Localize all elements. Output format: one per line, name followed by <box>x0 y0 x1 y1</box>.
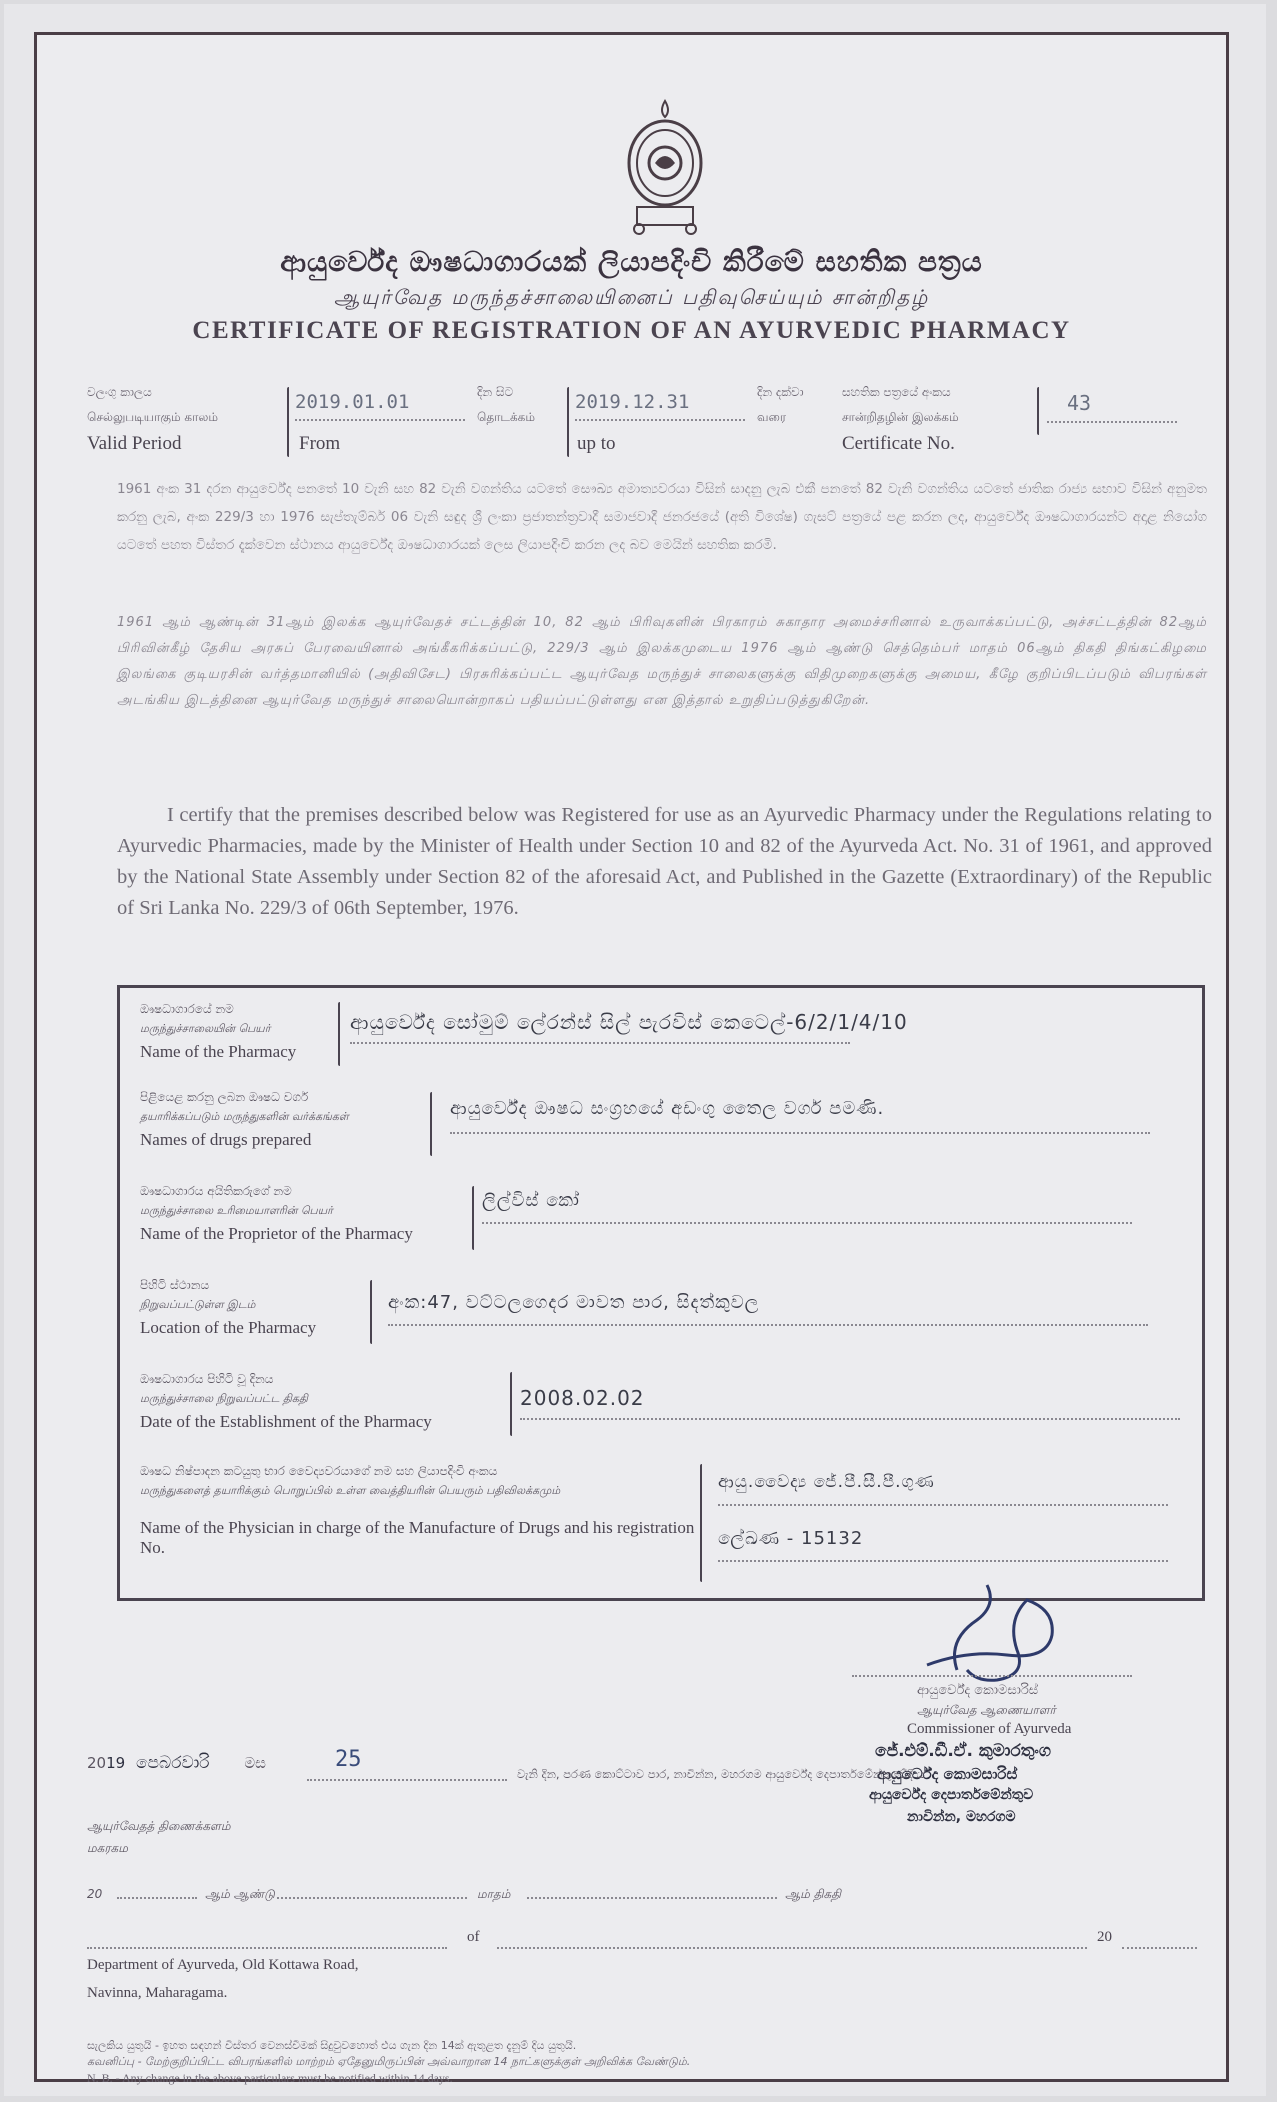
dotted-line <box>388 1324 1148 1326</box>
department-name: ආයුර්වේද දෙපාර්තමේන්තුව <box>869 1787 1034 1803</box>
dotted-line <box>1047 421 1177 423</box>
brace <box>1037 387 1039 435</box>
commissioner-title: ආයුර්වේද කොමසාරිස් <box>877 1765 1018 1783</box>
stamp-title-en: Commissioner of Ayurveda <box>907 1721 1072 1737</box>
proprietor-name-label: Name of the Proprietor of the Pharmacy <box>140 1224 413 1243</box>
dotted-line <box>350 1042 850 1044</box>
brace <box>430 1092 432 1156</box>
brace <box>567 387 569 457</box>
cert-no-value: 43 <box>1067 391 1092 415</box>
tamil-month-label: மாதம் <box>477 1887 511 1901</box>
from-label: From <box>299 433 341 454</box>
cert-no-label-ta: சான்றிதழின் இலக்கம் <box>842 410 959 424</box>
national-emblem-icon <box>619 97 711 237</box>
dotted-line <box>117 1897 197 1899</box>
valid-period-label-ta: செல்லுபடியாகும் காலம் <box>87 410 218 424</box>
valid-period-label: Valid Period <box>87 433 182 454</box>
brace <box>287 387 289 457</box>
department-address-2: Navinna, Maharagama. <box>87 1985 228 2001</box>
field-label-si: ඖෂධාගාරයේ නම <box>140 1002 234 1016</box>
valid-period-label-si: වලංගු කාලය <box>87 385 152 399</box>
tamil-year-label: ஆம் ஆண்டு <box>205 1887 275 1901</box>
tamil-day-label: ஆம் திகதி <box>785 1887 841 1901</box>
field-label-ta: தயாரிக்கப்படும் மருந்துகளின் வர்க்கங்கள் <box>140 1110 349 1123</box>
tamil-year-prefix: 20 <box>87 1887 103 1901</box>
field-label-si: ඖෂධාගාරය අයිතිකරුගේ නම <box>140 1184 292 1198</box>
brace <box>370 1280 372 1344</box>
note-english: N. B. - Any change in the above particulars must be notified within 14 days. <box>87 2071 453 2085</box>
field-label-ta: மருந்துச்சாலை உரிமையாளரின் பெயர் <box>140 1204 333 1217</box>
note-sinhala: සැලකිය යුතුයි - ඉහත සඳහන් විස්තර වෙනස්වීමක් සිදුවුවහොත් එය ගැන දින 14ක් ඇතුළත දැනුම් දිය යුතුයි. <box>87 2039 577 2052</box>
day-value: 25 <box>335 1747 362 1772</box>
upto-label-ta: வரை <box>757 410 787 424</box>
brace <box>700 1464 702 1582</box>
location-label: Location of the Pharmacy <box>140 1318 317 1337</box>
dotted-line <box>575 419 745 421</box>
dotted-line <box>520 1418 1180 1420</box>
establishment-date-label: Date of the Establishment of the Pharmacy <box>140 1412 432 1431</box>
dotted-line <box>527 1897 777 1899</box>
field-label-ta: மருந்துச்சாலை நிறுவப்பட்ட திகதி <box>140 1392 308 1405</box>
dotted-line <box>718 1504 1168 1506</box>
certificate-border <box>34 32 1229 2085</box>
dotted-line <box>277 1897 467 1899</box>
year-prefix: 20 <box>87 1754 107 1772</box>
department-location: නාවින්න, මහරගම <box>907 1809 1016 1825</box>
establishment-date-value: 2008.02.02 <box>520 1386 645 1410</box>
cert-no-label-si: සහතික පත්‍රයේ අංකය <box>842 385 951 399</box>
dotted-line <box>852 1675 1132 1677</box>
dotted-line <box>87 1947 447 1949</box>
field-label-ta: நிறுவப்பட்டுள்ள இடம் <box>140 1298 256 1311</box>
pharmacy-name-value: ආයුර්වේද සෝමුම් ලේරන්ස් සිල් පැරවිස් කෙටෙල්-6/2/1/4/10 <box>350 1010 908 1034</box>
valid-from-value: 2019.01.01 <box>295 391 410 413</box>
field-label-si: පිළියෙළ කරනු ලබන ඖෂධ වර්ග <box>140 1090 309 1104</box>
stamp-title-si: ආයුර්වේද කොමසාරිස් <box>917 1683 1039 1698</box>
upto-label-si: දින දක්වා <box>757 385 804 399</box>
dotted-line <box>307 1779 507 1781</box>
dotted-line <box>482 1222 1132 1224</box>
stamp-title-ta: ஆயுர்வேத ஆணையாளர் <box>917 1703 1056 1717</box>
statement-english: I certify that the premises described below was Registered for use as an Ayurvedic Pharmacy under the Regulations relating to Ayurvedic Pharmacies, made by the Minister of Health under Section 10 and 82 of the Ayurveda Act. No. 31 of 1961, and approved by the National State Assembly under Section 82 of the aforesaid Act, and Published in the Gazette (Extraordinary) of the Republic of Sri Lanka No. 229/3 of 06th September, 1976. <box>117 804 1212 919</box>
field-label-si: ඖෂධ නිෂ්පාදන කටයුතු භාර වෛද්‍යවරයාගේ නම සහ ලියාපදිංචි අංකය <box>140 1464 498 1478</box>
department-address-1: Department of Ayurveda, Old Kottawa Road, <box>87 1957 359 1973</box>
cert-no-label: Certificate No. <box>842 433 955 454</box>
dotted-line <box>497 1947 1087 1949</box>
dotted-line <box>718 1560 1168 1562</box>
brace <box>510 1372 512 1436</box>
physician-label: Name of the Physician in charge of the Manufacture of Drugs and his registration No. <box>140 1518 695 1557</box>
statement-sinhala: 1961 අංක 31 දරන ආයුර්වේද පනතේ 10 වැනි සහ 82 වැනි වගන්තිය යටතේ සෞඛ්‍ය අමාත්‍යවරයා විසින් සාදනු ලැබ එකී පනතේ 82 වැනි වගන්තිය යටතේ ජාතික රාජ්‍ය සභාව විසින් අනුමත කරනු ලැබ, අංක 229/3 හා 1976 සැප්තැම්බර් 06 වැනි සඳුද ශ්‍රී ලංකා ප්‍රජාතන්ත්‍රවාදී සමාජවාදී ජනරජයේ (අති විශේෂ) ගැසට් පත්‍රයේ පළ කරන ලද, ආයුර්වේද ඖෂධාගාරයන්ට අදාළ නියෝග යටතේ පහත විස්තර දැක්වෙන ස්ථානය ආයුර්වේද ඖෂධාගාරයක් ලෙස ලියාපදිංචි කරන ලද බව මෙයින් සහතික කරමි. <box>117 481 1207 553</box>
pharmacy-name-label: Name of the Pharmacy <box>140 1042 297 1061</box>
from-label-ta: தொடக்கம் <box>477 410 535 424</box>
pharmacy-details-box <box>117 985 1205 1601</box>
valid-upto-value: 2019.12.31 <box>575 391 690 413</box>
note-tamil: கவனிப்பு - மேற்குறிப்பிட்ட விபரங்களில் மாற்றம் ஏதேனுமிருப்பின் அவ்வாறான 14 நாட்களுக்குள் அறிவிக்க வேண்டும். <box>87 2055 691 2068</box>
certificate-page <box>4 4 1266 2096</box>
field-label-si: ඖෂධාගාරය පිහිටි වූ දිනය <box>140 1372 274 1386</box>
of-label: of <box>467 1929 480 1945</box>
date-line-text: වැනි දින, පරණ කොට්ටාව පාර, නාවින්න, මහරගම ආයුර්වේද දෙපාර්තමේන්තුවේදී ය <box>517 1767 925 1781</box>
day-label: මස <box>244 1754 266 1772</box>
dotted-line <box>450 1132 1150 1134</box>
drugs-prepared-value: ආයුර්වේද ඖෂධ සංග්‍රහයේ අඩංගු තෛල වර්ග පමණි. <box>450 1098 885 1119</box>
dept-tamil: ஆயுர்வேதத் திணைக்களம் <box>87 1819 231 1833</box>
place-tamil: மகரகம <box>87 1841 128 1855</box>
title-tamil: ஆயுர்வேத மருந்தச்சாலையினைப் பதிவுசெய்யும் சான்றிதழ் <box>333 285 930 309</box>
field-label-ta: மருந்துகளைத் தயாரிக்கும் பொறுப்பில் உள்ள வைத்தியரின் பெயரும் பதிவிலக்கமும் <box>140 1484 561 1497</box>
title-english: CERTIFICATE OF REGISTRATION OF AN AYURVEDIC PHARMACY <box>192 317 1071 344</box>
dotted-line <box>295 419 465 421</box>
upto-label: up to <box>577 433 616 454</box>
location-value: අංක:47, වට්ටලගෙදර මාවත පාර, සිදත්කුවල <box>388 1292 760 1313</box>
field-label-si: පිහිටි ස්ථානය <box>140 1278 210 1292</box>
commissioner-name: ජේ.එම්.ඩී.ඒ. කුමාරතුංග <box>875 1741 1052 1761</box>
proprietor-name-value: ලිල්විස් කෝ <box>482 1190 580 1211</box>
statement-tamil: 1961 ஆம் ஆண்டின் 31ஆம் இலக்க ஆயுர்வேதச் சட்டத்தின் 10, 82 ஆம் பிரிவுகளின் பிரகாரம் சுகாதார அமைச்சரினால் உருவாக்கப்பட்டு, அச்சட்டத்தின் 82ஆம் பிரிவின்கீழ் தேசிய அரசுப் பேரவையினால் அங்கீகரிக்கப்பட்டு, 229/3 ஆம் இலக்கமுடைய 1976 ஆம் ஆண்டு செத்தெம்பர் மாதம் 06ஆம் திகதி திங்கட்கிழமை இலங்கை குடியரசின் வர்த்தமானியில் (அதிவிசேட) பிரசுரிக்கப்பட்ட ஆயுர்வேத மருந்துச் சாலைகளுக்கு விதிமுறைகளுக்கு அமைய, கீழே குறிப்பிடப்படும் விபரங்கள் அடங்கிய இடத்தினை ஆயுர்வேத மருந்துச் சாலையொன்றாகப் பதியப்பட்டுள்ளது என இத்தால் உறுதிப்படுத்துகிறேன். <box>117 615 1207 708</box>
signature-icon <box>887 1580 1087 1690</box>
brace <box>472 1186 474 1250</box>
month-value: පෙබරවාරි <box>135 1753 210 1773</box>
dotted-line <box>1122 1947 1197 1949</box>
brace <box>338 1002 340 1066</box>
drugs-prepared-label: Names of drugs prepared <box>140 1130 312 1149</box>
english-year-prefix: 20 <box>1097 1929 1112 1945</box>
year-value: 19 <box>106 1754 126 1772</box>
physician-name-value: ආයු.වෛද්‍ය ජේ.පී.සී.පී.ගුණ <box>718 1472 935 1492</box>
from-label-si: දින සිට <box>477 385 514 399</box>
physician-reg-value: ලේඛණ - 15132 <box>718 1528 864 1549</box>
field-label-ta: மருந்துச்சாலையின் பெயர் <box>140 1022 271 1035</box>
title-sinhala: ආයුර්වේද ඖෂධාගාරයක් ලියාපදිංචි කිරීමේ සහතික පත්‍රය <box>280 245 983 278</box>
